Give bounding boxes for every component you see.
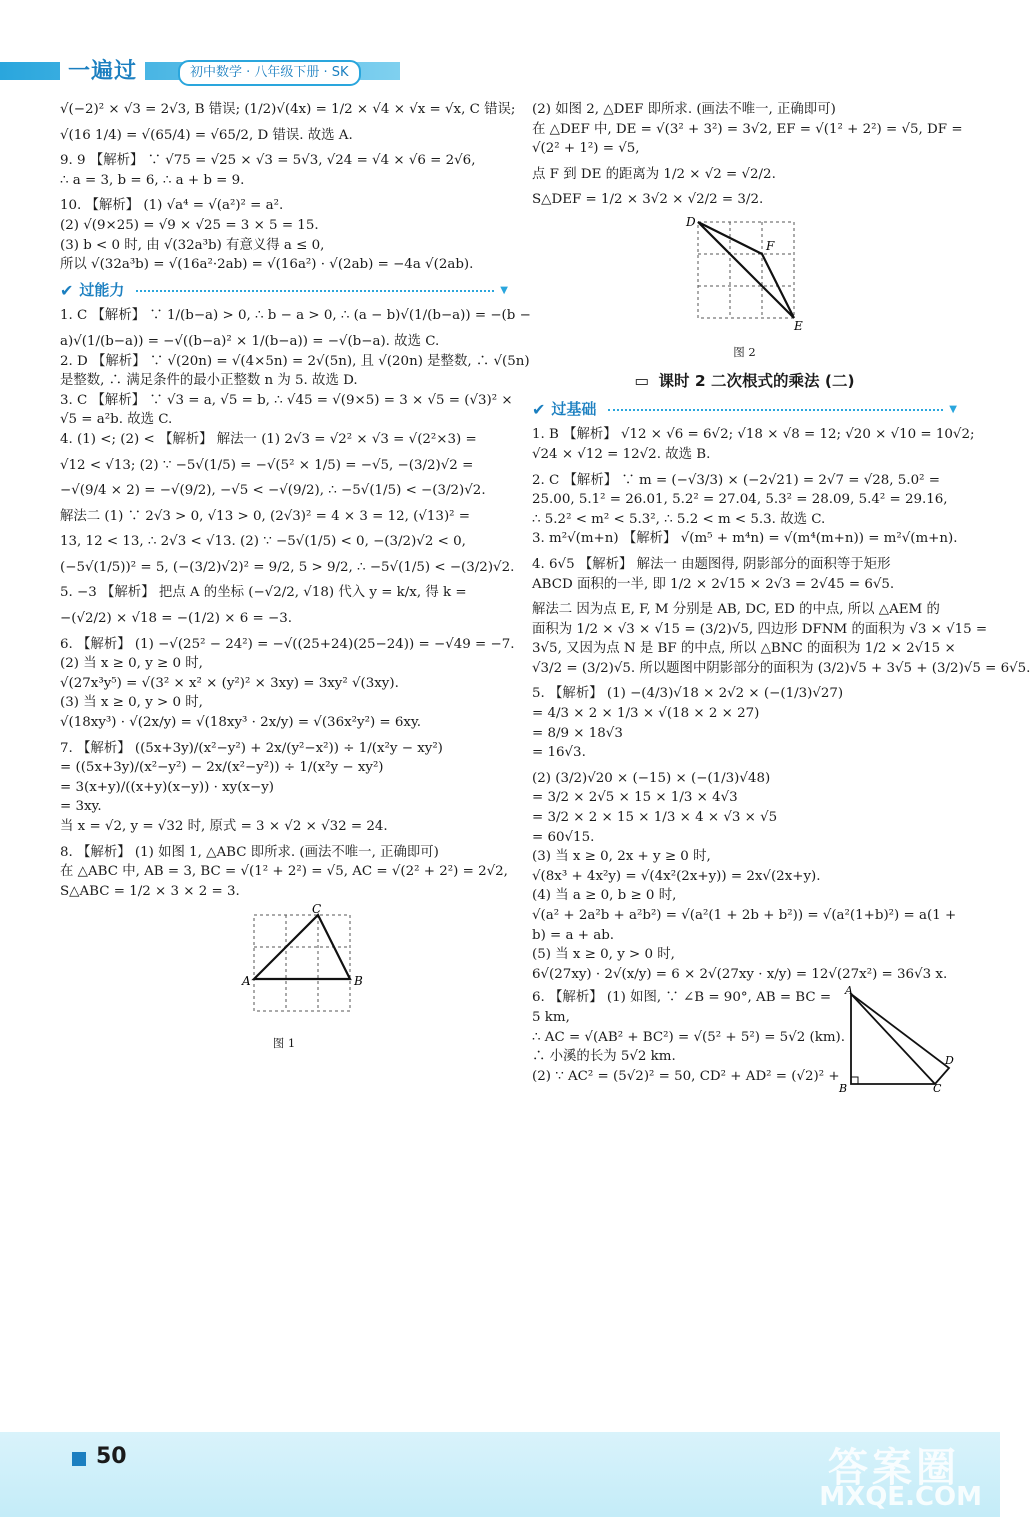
text-line: 5. 【解析】 (1) −(4/3)√18 × 2√2 × (−(1/3)√27) (532, 686, 844, 702)
label-a: A (845, 984, 853, 998)
text-line: √(−2)² × √3 = 2√3, B 错误; (1/2)√(4x) = 1/2 × √4 × √x = √x, C 错误; (60, 102, 516, 117)
watermark: 答案圈 (828, 1445, 960, 1491)
text-line: 1. C 【解析】 ∵ 1/(b−a) > 0, ∴ b − a > 0, ∴ (a − b)√(1/(b−a)) = −(b − (60, 308, 531, 324)
text-line: 是整数, ∴ 满足条件的最小正整数 n 为 5. 故选 D. (60, 373, 358, 389)
label-e: E (794, 318, 803, 333)
figure-2-grid (532, 216, 957, 336)
triangle-icon: ▼ (949, 403, 957, 415)
label-b: B (839, 1082, 848, 1096)
lesson-heading (532, 372, 957, 392)
triangle-icon: ▼ (500, 284, 508, 296)
text-line: √(18xy³) · √(2x/y) = √(18xy³ · 2x/y) = √(36x²y²) = 6xy. (60, 715, 422, 731)
text-line: 所以 √(32a³b) = √(16a²·2ab) = √(16a²) · √(2ab) = −4a √(2ab). (60, 257, 474, 273)
label-c: C (933, 1082, 942, 1096)
text-line: (3) b < 0 时, 由 √(32a³b) 有意义得 a ≤ 0, (60, 237, 325, 253)
text-line: 6. 【解析】 (1) −√(25² − 24²) = −√((25+24)(25−24)) = −√49 = −7. (60, 636, 515, 652)
text-line: 8. 【解析】 (1) 如图 1, △ABC 即所求. (画法不唯一, 正确即可) (60, 844, 439, 860)
section-heading (532, 400, 957, 420)
text-line: S△DEF = 1/2 × 3√2 × √2/2 = 3/2. (532, 192, 764, 208)
watermark-url: MXQE.COM (819, 1482, 982, 1512)
text-line: √(a² + 2a²b + a²b²) = √(a²(1 + 2b + b²)) = √(a²(1+b)²) = a(1 + (532, 908, 957, 923)
book-icon: ▭ (634, 372, 650, 391)
text-line: 解法二 (1) ∵ 2√3 > 0, √13 > 0, (2√3)² = 4 × 3 = 12, (√13)² = (60, 508, 471, 524)
text-line: (3) 当 x ≥ 0, 2x + y ≥ 0 时, (532, 849, 711, 865)
text-line: = 4/3 × 2 × 1/3 × √(18 × 2 × 27) (532, 706, 760, 722)
text-line: (2) √(9×25) = √9 × √25 = 3 × 5 = 15. (60, 217, 319, 233)
text-line: 4. (1) <; (2) < 【解析】 解法一 (1) 2√3 = √2² × √3 = √(2²×3) = (60, 431, 477, 447)
text-line: 3√5, 又因为点 N 是 BF 的中点, 所以 △BNC 的面积为 1/2 × 2√15 × (532, 641, 956, 657)
text-line: √(8x³ + 4x²y) = √(4x²(2x+y)) = 2x√(2x+y). (532, 868, 821, 884)
text-line: ABCD 面积的一半, 即 1/2 × 2√15 × 2√3 = 2√45 = 6√5. (532, 576, 895, 592)
text-line: ∴ a = 3, b = 6, ∴ a + b = 9. (60, 172, 245, 188)
text-line: (2) 如图 2, △DEF 即所求. (画法不唯一, 正确即可) (532, 102, 836, 117)
figure-caption: 图 1 (272, 1035, 296, 1050)
text-line: 2. D 【解析】 ∵ √(20n) = √(4×5n) = 2√(5n), 且 √(20n) 是整数, ∴ √(5n) (60, 353, 530, 369)
page-number: 50 (96, 1444, 127, 1469)
left-column (60, 100, 531, 1056)
text-line: = 60√15. (532, 829, 595, 845)
text-line: 9. 9 【解析】 ∵ √75 = √25 × √3 = 5√3, √24 = √4 × √6 = 2√6, (60, 153, 476, 169)
text-line: 5. −3 【解析】 把点 A 的坐标 (−√2/2, √18) 代入 y = k/x, 得 k = (60, 585, 467, 601)
label-d: D (686, 214, 696, 229)
text-line: 解法二 因为点 E, F, M 分别是 AB, DC, ED 的中点, 所以 △AEM 的 (532, 602, 940, 618)
text-line: 7. 【解析】 ((5x+3y)/(x²−y²) + 2x/(y²−x²)) ÷ 1/(x²y − xy²) (60, 740, 443, 756)
text-line: 面积为 1/2 × √3 × √15 = (3/2)√5, 四边形 DFNM 的面积为 √3 × √15 = (532, 621, 988, 637)
text-line: = 3xy. (60, 799, 102, 815)
text-line: −√(9/4 × 2) = −√(9/2), −√5 < −√(9/2), ∴ −5√(1/5) < −(3/2)√2. (60, 483, 486, 499)
text-line: √(16 1/4) = √(65/4) = √65/2, D 错误. 故选 A. (60, 127, 353, 143)
text-line: 5 km, (532, 1009, 570, 1025)
left-answers (60, 306, 531, 901)
label-b: B (354, 974, 363, 989)
problem-6-block (532, 984, 957, 1096)
text-line: −(√2/2) × √18 = −(1/2) × 6 = −3. (60, 611, 292, 627)
text-line: 点 F 到 DE 的距离为 1/2 × √2 = √2/2. (532, 166, 776, 182)
section-heading (60, 281, 508, 301)
right-column (532, 100, 1030, 1096)
page-marker-icon (72, 1452, 86, 1466)
text-line: 3. C 【解析】 ∵ √3 = a, √5 = b, ∴ √45 = √(9×5) = 3 × √5 = (√3)² × (60, 392, 513, 408)
text-line: √12 < √13; (2) ∵ −5√(1/5) = −√(5² × 1/5) = −√5, −(3/2)√2 = (60, 457, 474, 473)
right-answers (532, 425, 1030, 984)
text-line: 13, 12 < 13, ∴ 2√3 < √13. (2) ∵ −5√(1/5) < 0, −(3/2)√2 < 0, (60, 534, 466, 550)
dotted-rule (608, 409, 943, 411)
text-line: = 3/2 × 2 × 15 × 1/3 × 4 × √3 × √5 (532, 810, 778, 826)
text-line: (3) 当 x ≥ 0, y > 0 时, (60, 695, 203, 711)
page-header (0, 0, 1000, 100)
figure-1-grid (60, 902, 508, 1027)
text-line: 当 x = √2, y = √32 时, 原式 = 3 × √2 × √32 = 24. (60, 819, 388, 834)
label-f: F (766, 238, 775, 253)
text-line: ∴ AC = √(AB² + BC²) = √(5² + 5²) = 5√2 (km). (532, 1029, 846, 1045)
text-line: ∴ 5.2² < m² < 5.3², ∴ 5.2 < m < 5.3. 故选 C. (532, 511, 826, 527)
text-line: b) = a + ab. (532, 927, 615, 943)
text-line: = 8/9 × 18√3 (532, 725, 623, 741)
text-line: S△ABC = 1/2 × 3 × 2 = 3. (60, 883, 240, 899)
page-footer (0, 1432, 1000, 1517)
lesson-title: 课时 2 二次根式的乘法 (二) (658, 372, 855, 391)
label-c: C (312, 902, 322, 917)
text-line: ∴ 小溪的长为 5√2 km. (532, 1049, 676, 1065)
text-line: (2) (3/2)√20 × (−15) × (−(1/3)√48) (532, 770, 771, 786)
text-line: 在 △DEF 中, DE = √(3² + 3²) = 3√2, EF = √(1² + 2²) = √5, DF = (532, 121, 963, 137)
check-icon: ✔ (60, 280, 74, 300)
text-line: (5) 当 x ≥ 0, y > 0 时, (532, 947, 675, 963)
figure-3 (837, 984, 955, 1096)
label-d: D (945, 1054, 954, 1068)
label-a: A (242, 974, 251, 989)
dotted-rule (136, 290, 494, 292)
figure-1 (60, 902, 508, 1053)
text-line: = 16√3. (532, 745, 586, 761)
text-line: 6. 【解析】 (1) 如图, ∵ ∠B = 90°, AB = BC = (532, 990, 832, 1006)
book-tag: 初中数学 · 八年级下册 · SK (178, 60, 361, 86)
text-line: 6√(27xy) · 2√(x/y) = 6 × 2√(27xy · x/y) = 12√(27x²) = 36√3 x. (532, 966, 948, 982)
text-line: 2. C 【解析】 ∵ m = (−√3/3) × (−2√21) = 2√7 = √28, 5.0² = (532, 472, 940, 488)
text-line: 10. 【解析】 (1) √a⁴ = √(a²)² = a². (60, 198, 284, 214)
figure-2 (532, 216, 957, 362)
text-line: (2) 当 x ≥ 0, y ≥ 0 时, (60, 656, 203, 672)
text-line: 1. B 【解析】 √12 × √6 = 6√2; √18 × √8 = 12; √20 × √10 = 10√2; (532, 427, 975, 443)
check-icon: ✔ (532, 399, 546, 419)
text-line: 25.00, 5.1² = 26.01, 5.2² = 27.04, 5.3² = 28.09, 5.4² = 29.16, (532, 492, 948, 508)
text-line: √3/2 = (3/2)√5. 所以题图中阴影部分的面积为 (3/2)√5 + 3√5 + (3/2)√5 = 6√5. (532, 660, 1030, 676)
text-line: √24 × √12 = 12√2. 故选 B. (532, 446, 711, 462)
text-line: 4. 6√5 【解析】 解法一 由题图得, 阴影部分的面积等于矩形 (532, 556, 891, 572)
text-line: a)√(1/(b−a)) = −√((b−a)² × 1/(b−a)) = −√(b−a). 故选 C. (60, 333, 440, 349)
text-line: (−5√(1/5))² = 5, (−(3/2)√2)² = 9/2, 5 > 9/2, ∴ −5√(1/5) < −(3/2)√2. (60, 559, 515, 575)
text-line: = 3/2 × 2√5 × 15 × 1/3 × 4√3 (532, 790, 738, 806)
text-line: √5 = a²b. 故选 C. (60, 412, 173, 428)
brand-logo: 一遍过 (60, 54, 145, 85)
section-title: 过能力 (79, 280, 125, 299)
text-line: = ((5x+3y)/(x²−y²) − 2x/(x²−y²)) ÷ 1/(x²y − xy²) (60, 760, 384, 776)
text-line: 在 △ABC 中, AB = 3, BC = √(1² + 2²) = √5, AC = √(2² + 2²) = 2√2, (60, 864, 508, 880)
text-line: √(27x³y⁵) = √(3² × x² × (y²)² × 3xy) = 3xy² √(3xy). (60, 675, 399, 691)
text-line: = 3(x+y)/((x+y)(x−y)) · xy(x−y) (60, 779, 274, 795)
text-line: (2) ∵ AC² = (5√2)² = 50, CD² + AD² = (√2)² + (532, 1068, 840, 1084)
text-line: 3. m²√(m+n) 【解析】 √(m⁵ + m⁴n) = √(m⁴(m+n)) = m²√(m+n). (532, 531, 958, 547)
figure-caption: 图 2 (733, 344, 756, 359)
text-line: √(2² + 1²) = √5, (532, 141, 640, 157)
left-top-block (60, 100, 516, 275)
section-title: 过基础 (551, 399, 597, 418)
text-line: (4) 当 a ≥ 0, b ≥ 0 时, (532, 888, 677, 904)
